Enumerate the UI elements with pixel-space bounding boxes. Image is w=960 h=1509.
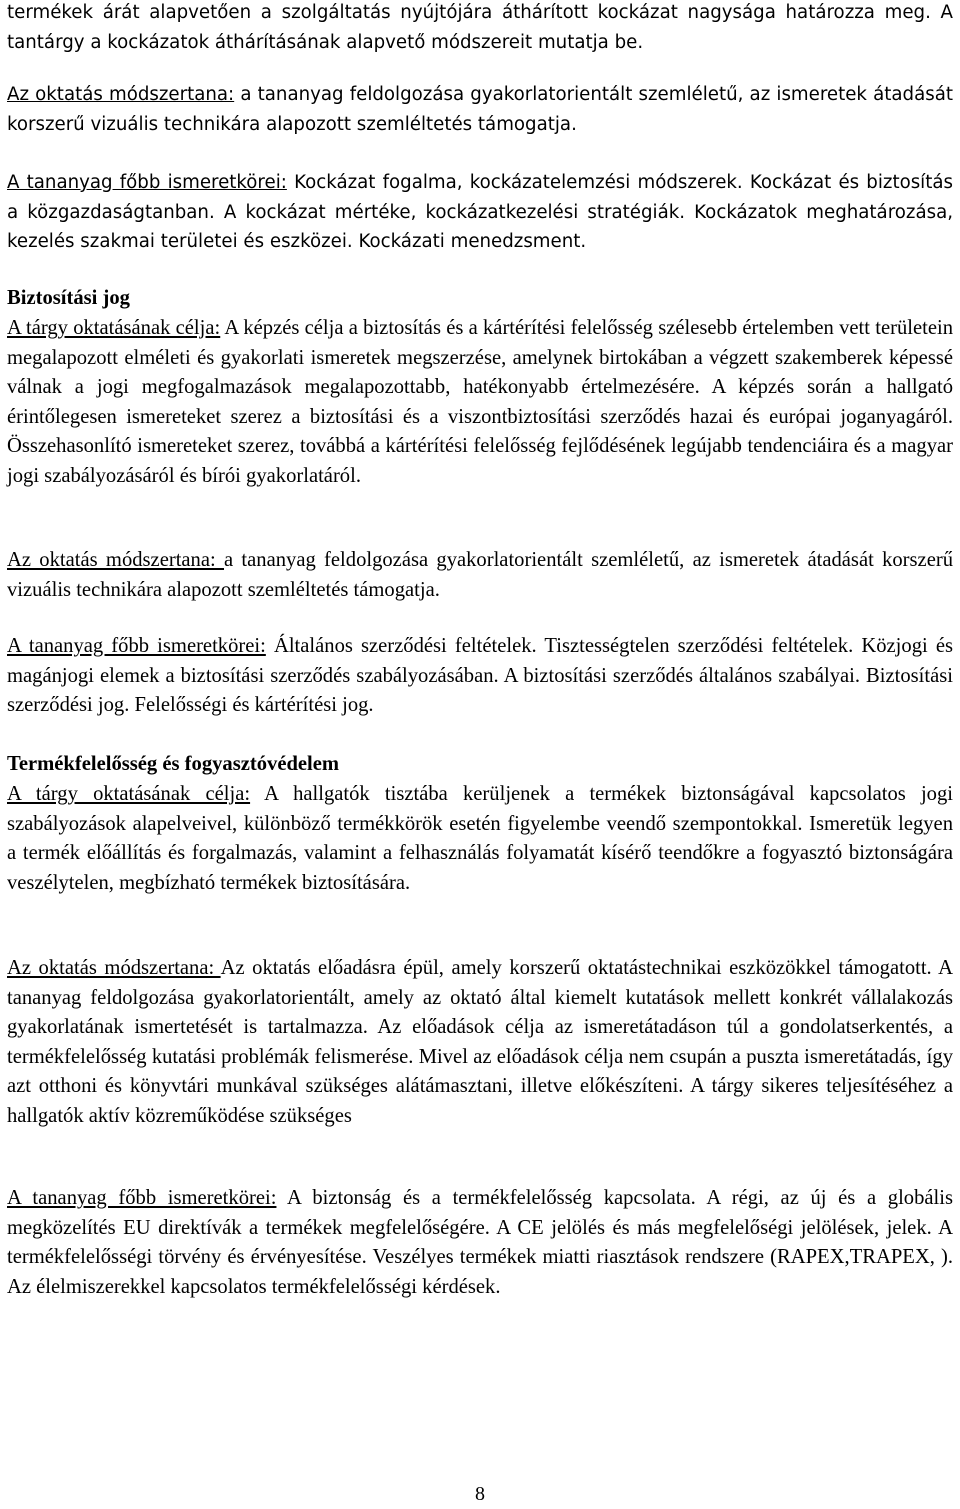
paragraph-methodology-3 xyxy=(7,954,953,1131)
paragraph-text: A képzés célja a biztosítás és a kártérítési felelősség szélesebb értelemben vett területein megalapozott elméleti és gyakorlati ismeretek megszerzése, amelynek birtokában a végzett szakemberek képessé válnak a jogi megfogalmazások megalapozottabb, hatékonyabb értelmezésére. A képzés során a hallgató érintőlegesen ismereteket szerez a biztosítási és a viszontbiztosítási szerződés hazai és európai joganyagáról. Összehasonlító ismereteket szerez, továbbá a kártérítési felelősség fejlődésének legújabb tendenciáira és a magyar jogi szabályozásáról és bírói gyakorlatáról. xyxy=(7,317,953,487)
paragraph-intro-continuation xyxy=(7,0,953,57)
paragraph-text: Általános szerződési feltételek. Tisztességtelen szerződési feltételek. Közjogi és magánjogi elemek a biztosítási szerződés szabályozásában. A biztosítási szerződés általános szabályai. Biztosítási szerződési jog. Felelősségi és kártérítési jog. xyxy=(7,635,953,716)
topics-label: A tananyag főbb ismeretkörei: xyxy=(7,172,287,193)
paragraph-text: A hallgatók tisztába kerüljenek a termékek biztonságával kapcsolatos jogi szabályozások alapelveivel, különböző termékkörök esetén figyelembe veendő szempontokkal. Ismeretük legyen a termék előállítás és forgalmazás, valamint a felhasználás folyamatát kísérő teendőkre a fogyasztó biztonságára veszélytelen, megbízható termékek biztosítására. xyxy=(7,783,953,894)
heading-text: Termékfelelősség és fogyasztóvédelem xyxy=(7,753,340,775)
section-heading-product-liability xyxy=(7,750,953,780)
paragraph-methodology-1 xyxy=(7,80,953,139)
course-goal-label: A tárgy oktatásának célja: xyxy=(7,317,221,339)
topics-label: A tananyag főbb ismeretkörei: xyxy=(7,1187,277,1209)
methodology-label: Az oktatás módszertana: xyxy=(7,957,221,979)
paragraph-text: Az oktatás előadásra épül, amely korszerű oktatástechnikai eszközökkel támogatott. A tananyag feldolgozása gyakorlatorientált, amely az oktató által kiemelt kutatások mellett konkrét vállalakozás gyakorlatának ismertetését is tartalmazza. Az előadások célja az ismeretátadáson túl a gondolatserkentés, a termékfelelősség kutatási problémák felismerése. Mivel az előadások célja nem csupán a puszta ismeretátadás, így azt otthoni és könyvtári munkával szükséges alátámasztani, illetve előkészíteni. A tárgy sikeres teljesítéséhez a hallgatók aktív közreműködése szükséges xyxy=(7,957,953,1127)
paragraph-topics-2 xyxy=(7,632,953,721)
paragraph-topics-1 xyxy=(7,168,953,257)
paragraph-text: Kockázat fogalma, kockázatelemzési módszerek. Kockázat és biztosítás a közgazdaságtanban. A kockázat mértéke, kockázatkezelési stratégiák. Kockázatok meghatározása, kezelés szakmai területei és eszközei. Kockázati menedzsment. xyxy=(7,172,953,252)
paragraph-course-goal-2 xyxy=(7,314,953,491)
methodology-label: Az oktatás módszertana: xyxy=(7,84,235,105)
paragraph-text: a tananyag feldolgozása gyakorlatorientált szemléletű, az ismeretek átadását korszerű vizuális technikára alapozott szemléltetés támogatja. xyxy=(7,84,953,135)
heading-text: Biztosítási jog xyxy=(7,287,130,309)
paragraph-text: A biztonság és a termékfelelősség kapcsolata. A régi, az új és a globális megközelítés EU direktívák a termékek megfelelőségére. A CE jelölés és más megfelelőségi jelölések, jelek. A termékfelelősségi törvény és érvényesítése. Veszélyes termékek miatti riasztások rendszere (RAPEX,TRAPEX, ). Az élelmiszerekkel kapcsolatos termékfelelősségi kérdések. xyxy=(7,1187,953,1298)
section-heading-insurance-law xyxy=(7,284,953,314)
paragraph-text: termékek árát alapvetően a szolgáltatás nyújtójára áthárított kockázat nagysága határozza meg. A tantárgy a kockázatok áthárításának alapvető módszereit mutatja be. xyxy=(7,2,953,53)
page-number: 8 xyxy=(475,1483,485,1505)
paragraph-methodology-2 xyxy=(7,546,953,605)
paragraph-topics-3 xyxy=(7,1184,953,1302)
paragraph-course-goal-3 xyxy=(7,780,953,898)
course-goal-label: A tárgy oktatásának célja: xyxy=(7,783,251,805)
methodology-label: Az oktatás módszertana: xyxy=(7,549,224,571)
topics-label: A tananyag főbb ismeretkörei: xyxy=(7,635,266,657)
paragraph-text: a tananyag feldolgozása gyakorlatorientált szemléletű, az ismeretek átadását korszerű vizuális technikára alapozott szemléltetés támogatja. xyxy=(7,549,953,601)
